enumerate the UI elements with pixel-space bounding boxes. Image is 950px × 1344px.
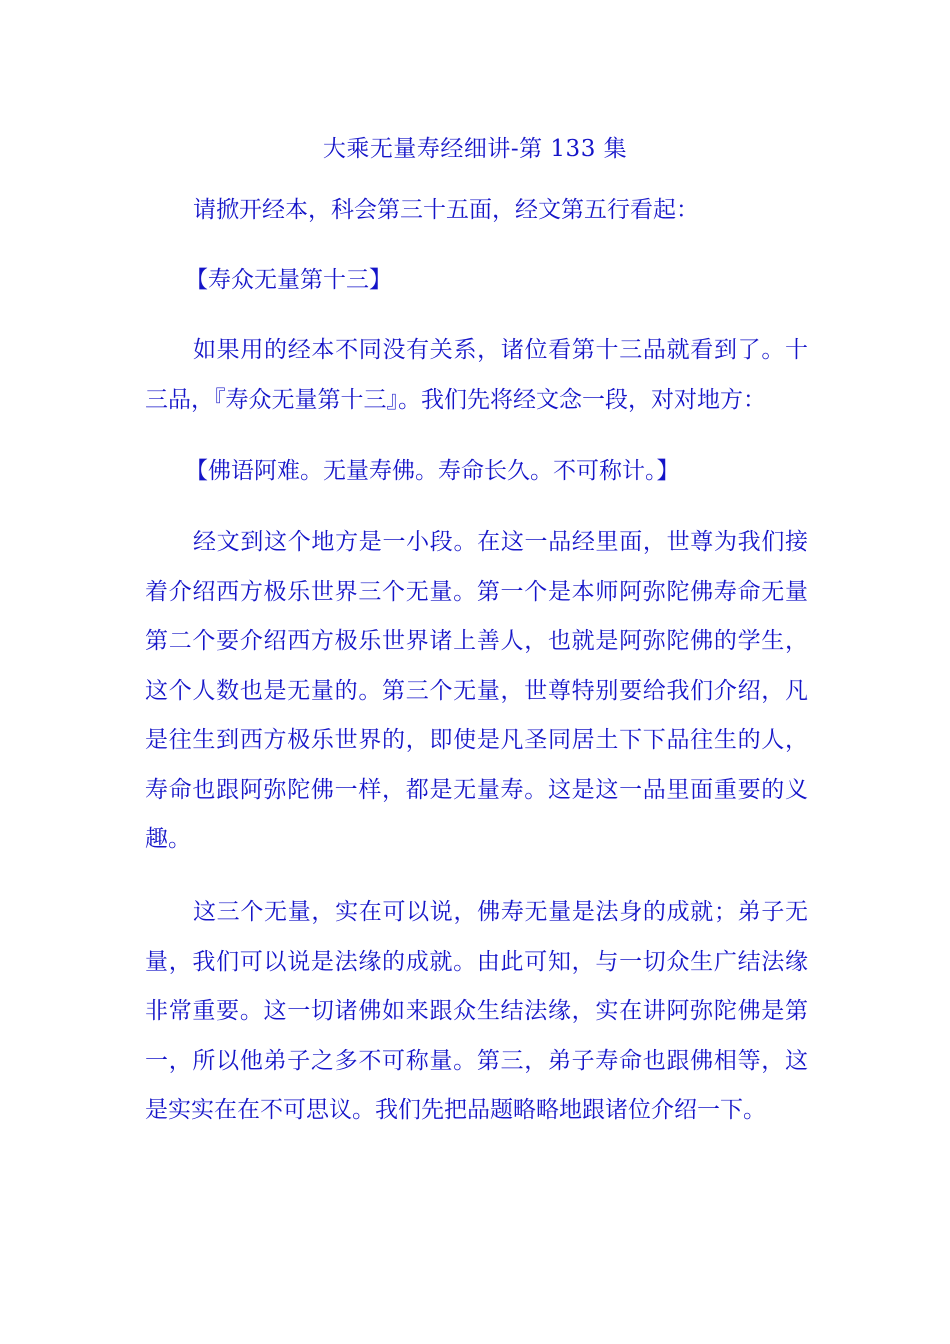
sutra-quote: 【佛语阿难。无量寿佛。寿命长久。不可称计。】 <box>185 458 680 484</box>
body-paragraph-2: 经文到这个地方是一小段。在这一品经里面，世尊为我们接着介绍西方极乐世界三个无量。第一个是本师阿弥陀佛寿命无量第二个要介绍西方极乐世界诸上善人，也就是阿弥陀佛的学生，这个人数也是无量的。第三个无量，世尊特别要给我们介绍，凡是往生到西方极乐世界的，即使是凡圣同居土下下品往生的人，寿命也跟阿弥陀佛一样，都是无量寿。这是这一品里面重要的义趣。 <box>145 529 808 852</box>
intro-paragraph: 请掀开经本，科会第三十五面，经文第五行看起： <box>193 197 699 223</box>
body-paragraph-3: 这三个无量，实在可以说，佛寿无量是法身的成就；弟子无量，我们可以说是法缘的成就。由此可知，与一切众生广结法缘非常重要。这一切诸佛如来跟众生结法缘，实在讲阿弥陀佛是第一，所以他弟子之多不可称量。第三，弟子寿命也跟佛相等，这是实实在在不可思议。我们先把品题略略地跟诸位介绍一下。 <box>145 899 808 1123</box>
chapter-heading: 【寿众无量第十三】 <box>185 267 392 293</box>
document-title: 大乘无量寿经细讲-第 133 集 <box>322 136 628 162</box>
body-paragraph-1: 如果用的经本不同没有关系，诸位看第十三品就看到了。十三品，『寿众无量第十三』。我们先将经文念一段，对对地方： <box>145 337 808 413</box>
